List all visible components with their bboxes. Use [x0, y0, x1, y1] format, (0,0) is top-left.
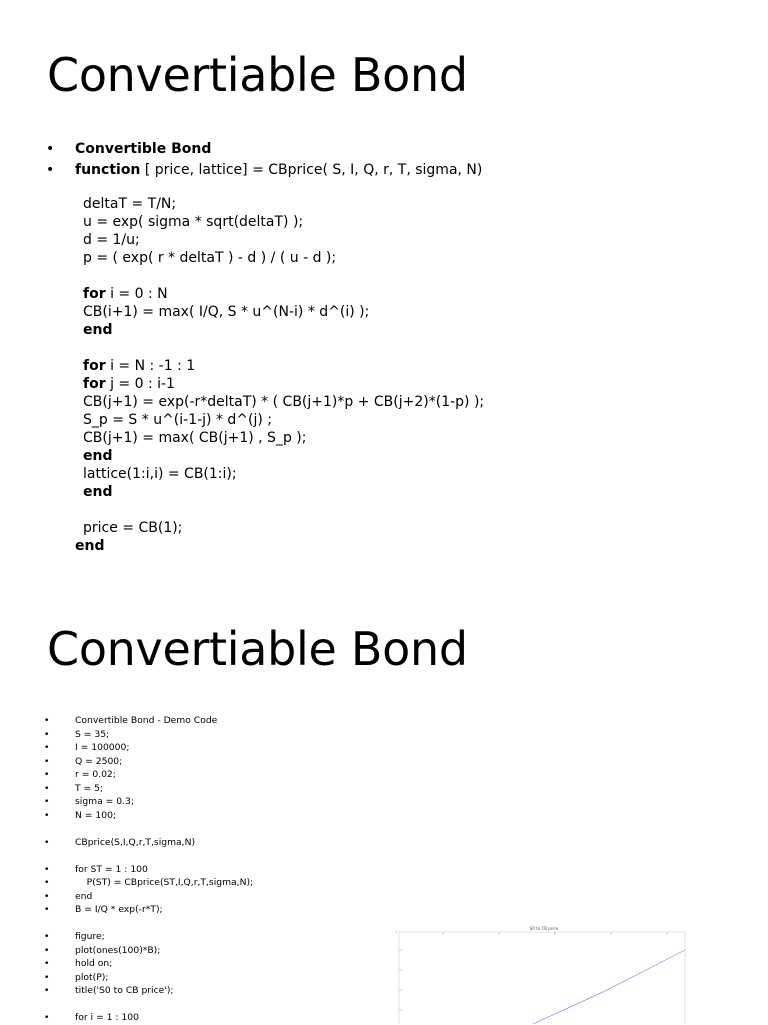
- code-keyword: for: [83, 286, 106, 302]
- code-text: j = 0 : i-1: [105, 376, 175, 392]
- bullet-item: [46, 139, 482, 160]
- code-line: [75, 213, 484, 231]
- function-code-block: [75, 195, 484, 555]
- code-line: [75, 267, 484, 285]
- cb-price-plot: [383, 920, 705, 1024]
- plot-frame: [399, 932, 685, 1024]
- code-line: [75, 483, 484, 501]
- code-text: deltaT = T/N;: [83, 196, 177, 212]
- demo-code-text: sigma = 0.3;: [75, 796, 134, 807]
- blank-line: [44, 998, 253, 1012]
- code-text: p = ( exp( r * deltaT ) - d ) / ( u - d );: [83, 250, 337, 266]
- code-line: [75, 303, 484, 321]
- code-text: i = N : -1 : 1: [105, 358, 196, 374]
- demo-code-line: [44, 741, 253, 755]
- code-text: lattice(1:i,i) = CB(1:i);: [83, 466, 237, 482]
- code-text: S_p = S * u^(i-1-j) * d^(j) ;: [83, 412, 273, 428]
- bullet-dot-icon: •: [44, 728, 50, 740]
- bullet-dot-icon: •: [46, 141, 55, 157]
- demo-code-line: [44, 944, 253, 958]
- code-keyword: end: [83, 448, 113, 464]
- code-line: [75, 231, 484, 249]
- code-line: [75, 249, 484, 267]
- demo-code-text: hold on;: [75, 958, 113, 969]
- plot-svg: [383, 920, 705, 1024]
- demo-code-text: S = 35;: [75, 728, 110, 740]
- demo-code-text: Q = 2500;: [75, 755, 123, 767]
- slide1-bullet-list: [46, 139, 482, 181]
- bullet-dot-icon: •: [44, 755, 50, 767]
- demo-code-line: [44, 957, 253, 971]
- demo-code-text: I = 100000;: [75, 742, 130, 753]
- bullet-item: [46, 160, 482, 181]
- code-line: [75, 285, 484, 303]
- bullet-dot-icon: •: [44, 971, 50, 983]
- code-line: [75, 393, 484, 411]
- demo-code-text: Convertible Bond - Demo Code: [75, 715, 218, 726]
- code-line: [75, 321, 484, 339]
- demo-code-line: [44, 1011, 253, 1025]
- demo-code-text: B = I/Q * exp(-r*T);: [75, 904, 163, 915]
- code-line: [75, 195, 484, 213]
- demo-code-line: [44, 930, 253, 944]
- code-text: CB(i+1) = max( I/Q, S * u^(N-i) * d^(i) );: [83, 304, 370, 320]
- code-line: [75, 519, 484, 537]
- demo-code-text: T = 5;: [75, 782, 104, 794]
- code-text: price = CB(1);: [83, 520, 183, 536]
- bullet-dot-icon: •: [44, 796, 50, 807]
- bullet-dot-icon: •: [44, 958, 50, 969]
- code-line: [75, 429, 484, 447]
- code-line: [75, 375, 484, 393]
- bullet-dot-icon: •: [44, 742, 50, 753]
- bullet-dot-icon: •: [44, 877, 50, 888]
- demo-code-line: [44, 836, 253, 850]
- bullet-dot-icon: •: [44, 904, 50, 915]
- cb-price-line: [533, 950, 685, 1024]
- blank-line: [44, 917, 253, 931]
- demo-code-text: plot(P);: [75, 971, 109, 983]
- bullet-dot-icon: •: [44, 715, 50, 726]
- demo-code-text: title('S0 to CB price');: [75, 985, 174, 996]
- demo-code-line: [44, 768, 253, 782]
- demo-code-text: end: [75, 890, 93, 902]
- code-text: CB(j+1) = max( CB(j+1) , S_p );: [83, 430, 307, 446]
- demo-code-line: [44, 755, 253, 769]
- code-keyword: for: [83, 358, 106, 374]
- demo-code-text: for ST = 1 : 100: [75, 863, 148, 875]
- demo-code-list: [44, 714, 253, 1025]
- blank-line: [44, 849, 253, 863]
- demo-code-line: [44, 903, 253, 917]
- function-end-keyword: end: [75, 538, 105, 554]
- slide1-title: Convertiable Bond: [47, 48, 468, 102]
- demo-code-line: [44, 728, 253, 742]
- demo-code-text: N = 100;: [75, 809, 117, 821]
- demo-code-text: plot(ones(100)*B);: [75, 944, 161, 956]
- code-line: [75, 411, 484, 429]
- code-text: i = 0 : N: [105, 286, 168, 302]
- demo-code-line: [44, 971, 253, 985]
- bullet-dot-icon: •: [44, 985, 50, 996]
- demo-code-text: r = 0.02;: [75, 769, 116, 780]
- demo-code-line: [44, 984, 253, 998]
- code-line: [75, 501, 484, 519]
- bullet-dot-icon: •: [44, 863, 50, 875]
- bullet-bold: Convertible Bond: [75, 141, 212, 157]
- code-line: [75, 357, 484, 375]
- demo-code-text: figure;: [75, 931, 105, 942]
- demo-code-text: for i = 1 : 100: [75, 1012, 139, 1023]
- demo-code-line: [44, 782, 253, 796]
- bullet-dot-icon: •: [44, 944, 50, 956]
- slide2-title: Convertiable Bond: [47, 622, 468, 676]
- bullet-dot-icon: •: [44, 1012, 50, 1023]
- bullet-dot-icon: •: [46, 162, 55, 178]
- code-text: u = exp( sigma * sqrt(deltaT) );: [83, 214, 304, 230]
- code-keyword: end: [83, 322, 113, 338]
- blank-line: [44, 822, 253, 836]
- demo-code-line: [44, 863, 253, 877]
- code-line: [75, 465, 484, 483]
- demo-code-line: [44, 714, 253, 728]
- demo-code-text: P(ST) = CBprice(ST,I,Q,r,T,sigma,N);: [75, 877, 254, 888]
- demo-code-line: [44, 890, 253, 904]
- code-line: [75, 447, 484, 465]
- bullet-dot-icon: •: [44, 782, 50, 794]
- bullet-dot-icon: •: [44, 836, 50, 848]
- code-text: d = 1/u;: [83, 232, 140, 248]
- bullet-dot-icon: •: [44, 931, 50, 942]
- demo-code-line: [44, 809, 253, 823]
- plot-title: S0 to CB price: [529, 926, 559, 931]
- demo-code-text: CBprice(S,I,Q,r,T,sigma,N): [75, 836, 196, 848]
- plot-tick: 1: [395, 930, 397, 934]
- bullet-dot-icon: •: [44, 890, 50, 902]
- bullet-dot-icon: •: [44, 769, 50, 780]
- code-keyword: for: [83, 376, 106, 392]
- demo-code-line: [44, 795, 253, 809]
- code-line: [75, 339, 484, 357]
- code-text: CB(j+1) = exp(-r*deltaT) * ( CB(j+1)*p + CB(j+2)*(1-p) );: [83, 394, 485, 410]
- bullet-dot-icon: •: [44, 809, 50, 821]
- demo-code-line: [44, 876, 253, 890]
- code-keyword: end: [83, 484, 113, 500]
- bullet-text: [ price, lattice] = CBprice( S, I, Q, r, T, sigma, N): [140, 162, 483, 178]
- bullet-bold: function: [75, 162, 141, 178]
